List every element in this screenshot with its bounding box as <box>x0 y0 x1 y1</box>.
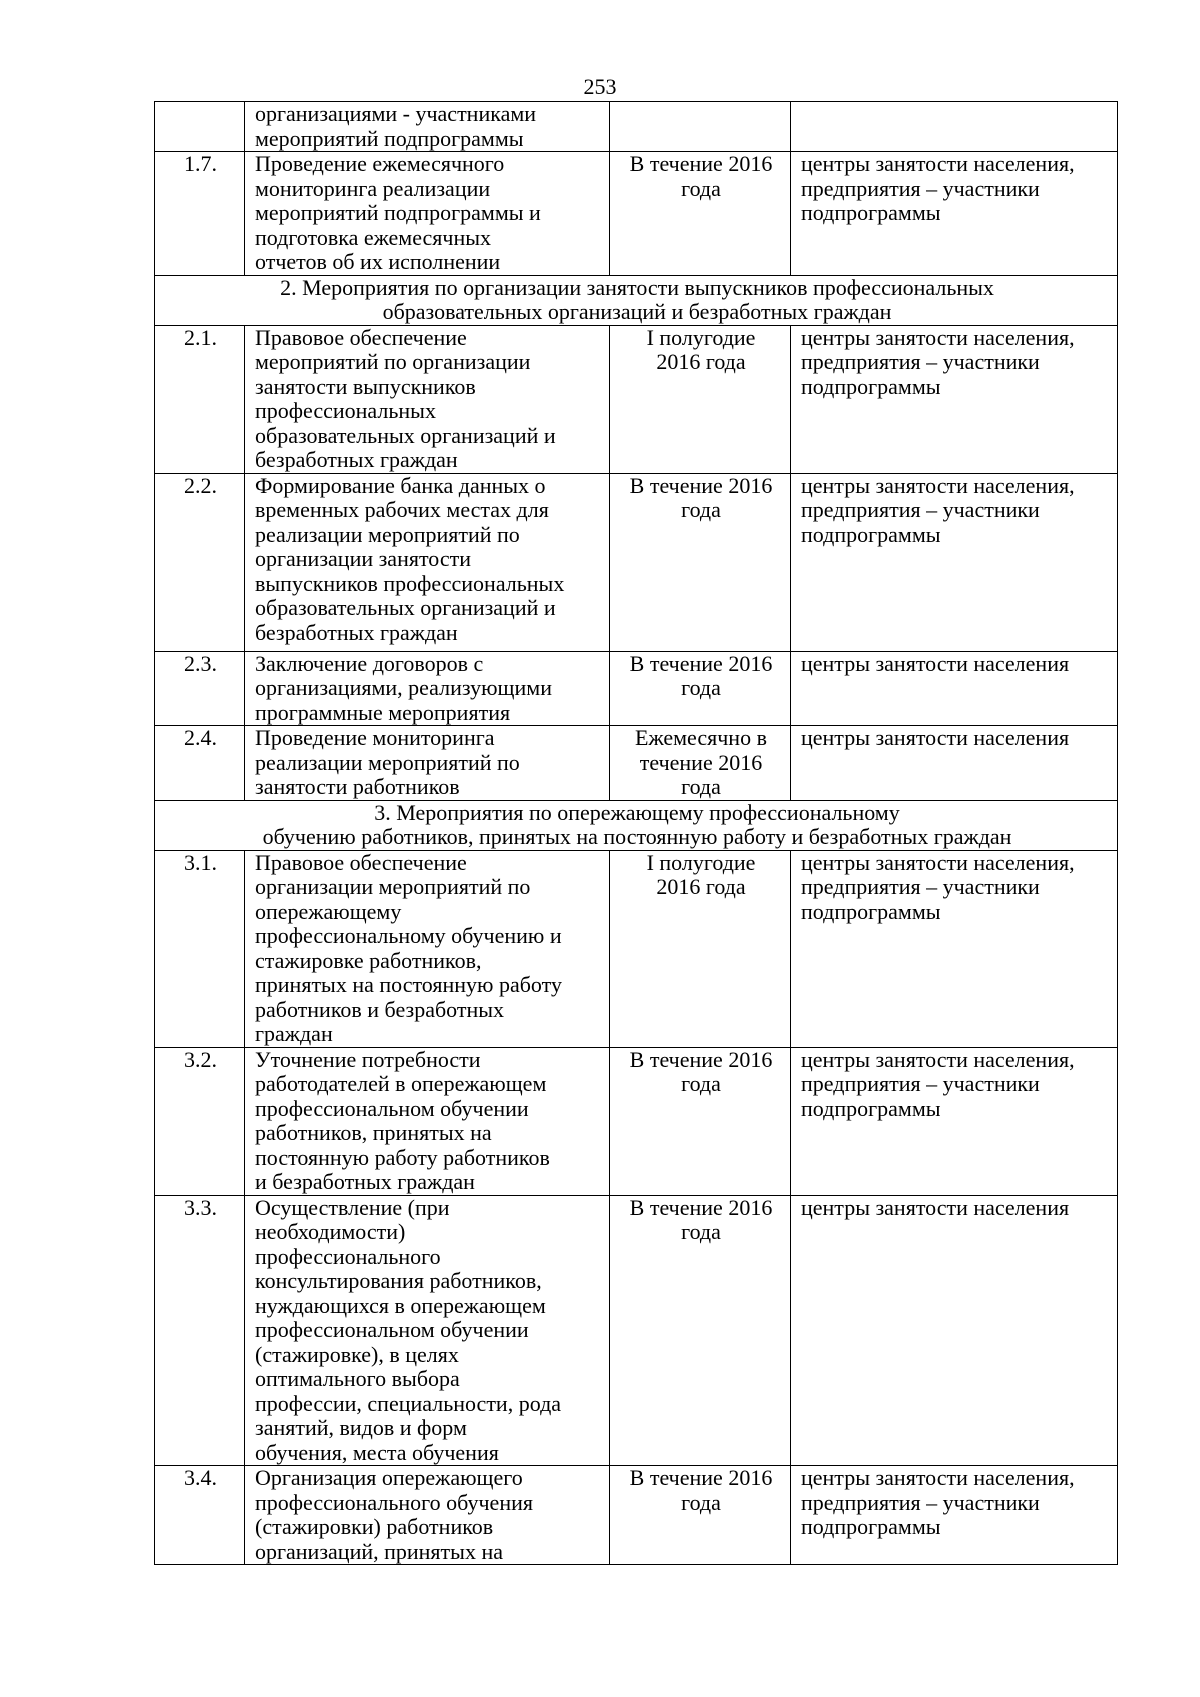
responsible-executors <box>791 473 1118 651</box>
cell-line: отчетов об их исполнении <box>255 249 501 274</box>
item-number <box>155 102 245 152</box>
cell-line: мероприятий по организации <box>255 349 531 374</box>
cell-line: профессии, специальности, рода <box>255 1390 562 1416</box>
cell-line: стажировке работников, <box>255 947 482 973</box>
cell-line: В течение 2016 <box>629 151 773 176</box>
cell-line: организации занятости <box>255 546 471 571</box>
responsible-executors <box>791 1195 1118 1466</box>
responsible-executors <box>791 1047 1118 1195</box>
cell-line: подпрограммы <box>801 521 941 547</box>
cell-line: реализации мероприятий по <box>255 521 520 547</box>
cell-line: Ежемесячно в <box>635 725 767 750</box>
cell-line: временных рабочих местах для <box>255 497 549 522</box>
cell-line: предприятия – участники <box>801 874 1040 899</box>
cell-line: предприятия – участники <box>801 497 1040 522</box>
cell-line: подпрограммы <box>801 373 941 399</box>
cell-line: (стажировки) работников <box>255 1514 494 1539</box>
cell-line: центры занятости населения, <box>801 850 1075 875</box>
execution-term <box>610 651 791 726</box>
cell-line: мониторинга реализации <box>255 175 491 201</box>
execution-term <box>610 152 791 276</box>
cell-line: подпрограммы <box>801 1514 941 1539</box>
cell-line: Правовое обеспечение <box>255 325 467 350</box>
cell-line: профессиональных <box>255 398 436 423</box>
cell-line: года <box>681 1219 721 1244</box>
cell-line: профессиональном обучении <box>255 1095 529 1121</box>
item-number: 2.1. <box>155 325 245 473</box>
cell-line: В течение 2016 <box>629 1195 773 1220</box>
cell-line: течение 2016 <box>639 749 763 775</box>
cell-line: программные мероприятия <box>255 699 511 725</box>
activity-description <box>245 473 610 651</box>
cell-line: года <box>681 774 721 799</box>
cell-line: Организация опережающего <box>255 1465 523 1490</box>
table-row <box>155 102 1118 152</box>
item-number: 2.3. <box>155 651 245 726</box>
cell-line: профессиональному обучению и <box>255 923 562 948</box>
table-row <box>155 1047 1118 1195</box>
cell-line: образовательных организаций и <box>255 595 556 620</box>
table-row <box>155 1466 1118 1565</box>
execution-term <box>610 1466 791 1565</box>
cell-line: центры занятости населения <box>801 1195 1070 1220</box>
cell-line: года <box>681 675 721 700</box>
cell-line: года <box>681 497 721 522</box>
cell-line: Формирование банка данных о <box>255 473 546 498</box>
cell-line: организациями, реализующими <box>255 675 552 700</box>
section-title <box>155 275 1118 325</box>
item-number: 3.1. <box>155 850 245 1047</box>
cell-line: Проведение ежемесячного <box>255 151 505 176</box>
cell-line: профессионального <box>255 1243 441 1269</box>
cell-line: занятости работников <box>255 774 460 799</box>
execution-term <box>610 850 791 1047</box>
cell-line: года <box>681 1071 721 1096</box>
section-title <box>155 800 1118 850</box>
item-number: 2.2. <box>155 473 245 651</box>
cell-line: подпрограммы <box>801 1095 941 1121</box>
cell-line: опережающему <box>255 898 402 924</box>
cell-line: занятости выпускников <box>255 373 476 399</box>
item-number: 3.3. <box>155 1195 245 1466</box>
table-row <box>155 473 1118 651</box>
item-number: 3.2. <box>155 1047 245 1195</box>
cell-line: работников и безработных <box>255 996 505 1022</box>
table-row <box>155 1195 1118 1466</box>
cell-line: года <box>681 1489 721 1515</box>
cell-line: Заключение договоров с <box>255 651 484 676</box>
activities-table-body <box>155 102 1118 1565</box>
cell-line: консультирования работников, <box>255 1268 542 1293</box>
responsible-executors <box>791 1466 1118 1565</box>
activity-description <box>245 850 610 1047</box>
cell-line: подпрограммы <box>801 898 941 924</box>
cell-line: центры занятости населения, <box>801 473 1075 498</box>
item-number: 3.4. <box>155 1466 245 1565</box>
cell-line: центры занятости населения, <box>801 1047 1075 1072</box>
activity-description <box>245 726 610 801</box>
cell-line: В течение 2016 <box>629 1465 773 1490</box>
execution-term <box>610 1195 791 1466</box>
cell-line: В течение 2016 <box>629 651 773 676</box>
cell-line: необходимости) <box>255 1219 406 1244</box>
cell-line: нуждающихся в опережающем <box>255 1292 546 1318</box>
cell-line: В течение 2016 <box>629 1047 773 1072</box>
cell-line: организации мероприятий по <box>255 874 531 899</box>
cell-line: и безработных граждан <box>255 1169 475 1194</box>
cell-line: I полугодие <box>646 325 756 350</box>
cell-line: профессиональном обучении <box>255 1317 529 1342</box>
cell-line: мероприятий подпрограммы и <box>255 200 541 225</box>
table-row <box>155 850 1118 1047</box>
table-row <box>155 726 1118 801</box>
cell-line: предприятия – участники <box>801 1071 1040 1096</box>
activity-description <box>245 651 610 726</box>
cell-line: Правовое обеспечение <box>255 850 467 875</box>
cell-line: безработных граждан <box>255 447 458 472</box>
responsible-executors <box>791 726 1118 801</box>
cell-line: I полугодие <box>646 850 756 875</box>
cell-line: принятых на постоянную работу <box>255 972 562 997</box>
cell-line: обучения, места обучения <box>255 1439 499 1465</box>
cell-line: подпрограммы <box>801 200 941 225</box>
cell-line: Проведение мониторинга <box>255 725 495 750</box>
cell-line: (стажировке), в целях <box>255 1341 459 1367</box>
cell-line: образовательных организаций и <box>255 422 556 448</box>
section-header-row <box>155 275 1118 325</box>
cell-line: организациями - участниками <box>255 101 537 126</box>
cell-line: года <box>681 175 721 201</box>
cell-line: центры занятости населения <box>801 725 1070 750</box>
cell-line: центры занятости населения, <box>801 325 1075 350</box>
responsible-executors <box>791 152 1118 276</box>
item-number: 2.4. <box>155 726 245 801</box>
cell-line: 3. Мероприятия по опережающему профессиональному <box>374 800 900 825</box>
activity-description <box>245 152 610 276</box>
responsible-executors <box>791 102 1118 152</box>
cell-line: центры занятости населения, <box>801 151 1075 176</box>
cell-line: организаций, принятых на <box>255 1538 503 1564</box>
responsible-executors <box>791 850 1118 1047</box>
responsible-executors <box>791 651 1118 726</box>
cell-line: оптимального выбора <box>255 1366 460 1391</box>
activity-description <box>245 325 610 473</box>
cell-line: постоянную работу работников <box>255 1144 550 1170</box>
cell-line: работодателей в опережающем <box>255 1071 547 1096</box>
cell-line: образовательных организаций и безработных граждан <box>382 299 892 324</box>
cell-line: реализации мероприятий по <box>255 749 520 775</box>
execution-term <box>610 473 791 651</box>
execution-term <box>610 1047 791 1195</box>
activity-description <box>245 1466 610 1565</box>
activities-table <box>154 101 1118 1565</box>
activity-description <box>245 102 610 152</box>
cell-line: граждан <box>255 1021 333 1046</box>
cell-line: В течение 2016 <box>629 473 773 498</box>
execution-term <box>610 726 791 801</box>
cell-line: профессионального обучения <box>255 1489 533 1515</box>
cell-line: выпускников профессиональных <box>255 570 565 596</box>
execution-term <box>610 102 791 152</box>
cell-line: подготовка ежемесячных <box>255 224 492 250</box>
cell-line: 2016 года <box>656 874 746 899</box>
cell-line: предприятия – участники <box>801 175 1040 201</box>
responsible-executors <box>791 325 1118 473</box>
cell-line: центры занятости населения <box>801 651 1070 676</box>
activity-description <box>245 1047 610 1195</box>
execution-term <box>610 325 791 473</box>
cell-line: 2016 года <box>656 349 746 374</box>
cell-line: работников, принятых на <box>255 1120 492 1145</box>
cell-line: занятий, видов и форм <box>255 1415 467 1440</box>
page-number: 253 <box>583 74 617 99</box>
cell-line: безработных граждан <box>255 619 458 645</box>
table-row <box>155 325 1118 473</box>
item-number: 1.7. <box>155 152 245 276</box>
cell-line: 2. Мероприятия по организации занятости выпускников профессиональных <box>280 275 994 300</box>
cell-line: предприятия – участники <box>801 1489 1040 1515</box>
table-row <box>155 651 1118 726</box>
activity-description <box>245 1195 610 1466</box>
section-header-row <box>155 800 1118 850</box>
cell-line: Осуществление (при <box>255 1195 450 1220</box>
cell-line: Уточнение потребности <box>255 1047 481 1072</box>
cell-line: мероприятий подпрограммы <box>255 125 524 151</box>
table-row <box>155 152 1118 276</box>
cell-line: обучению работников, принятых на постоянную работу и безработных граждан <box>262 824 1012 849</box>
cell-line: центры занятости населения, <box>801 1465 1075 1490</box>
cell-line: предприятия – участники <box>801 349 1040 374</box>
